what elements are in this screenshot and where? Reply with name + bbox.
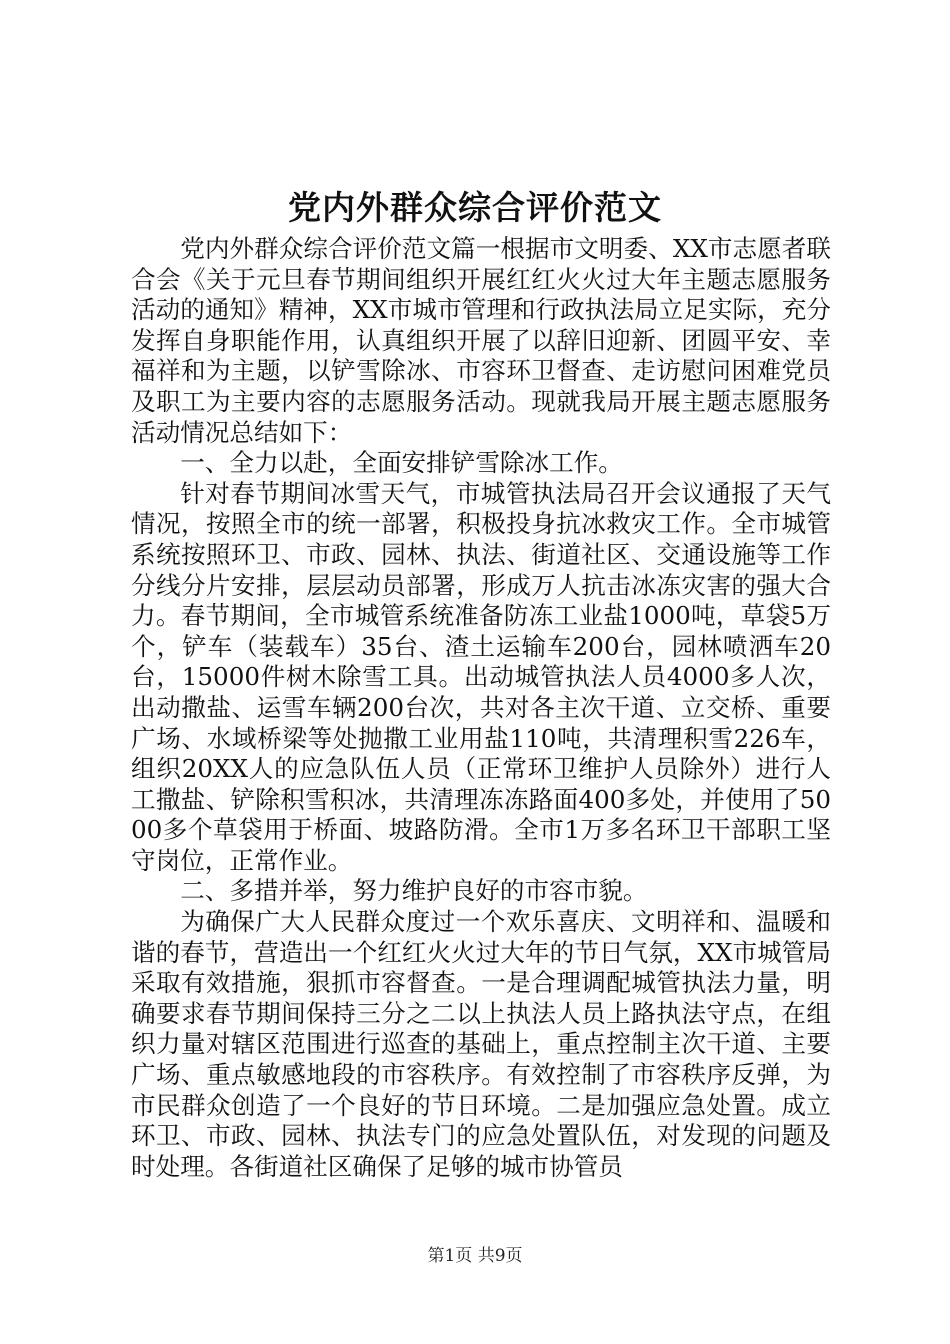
paragraph-city-appearance: 为确保广大人民群众度过一个欢乐喜庆、文明祥和、温暖和谐的春节，营造出一个红红火火过大年的节日气氛，XX市城管局采取有效措施，狠抓市容督查。一是合理调配城管执法力量，明确要求春节期间保持三分之二以上执法人员上路执法守点，在组织力量对辖区范围进行巡查的基础上，重点控制主次干道、主要广场、重点敏感地段的市容秩序。有效控制了市容秩序反弹，为市民群众创造了一个良好的节日环境。二是加强应急处置。成立环卫、市政、园林、执法专门的应急处置队伍，对发现的问题及时处理。各街道社区确保了足够的城市协管员 [131, 907, 831, 1181]
document-body [131, 234, 831, 1182]
section-heading-1: 一、全力以赴，全面安排铲雪除冰工作。 [180, 448, 623, 478]
section-heading-2: 二、多措并举，努力维护良好的市容市貌。 [180, 876, 648, 906]
page-footer: 第1页 共9页 [427, 1246, 523, 1266]
paragraph-intro: 党内外群众综合评价范文篇一根据市文明委、XX市志愿者联合会《关于元旦春节期间组织开展红红火火过大年主题志愿服务活动的通知》精神，XX市城市管理和行政执法局立足实际，充分发挥自身职能作用，认真组织开展了以辞旧迎新、团圆平安、幸福祥和为主题，以铲雪除冰、市容环卫督查、走访慰问困难党员及职工为主要内容的志愿服务活动。现就我局开展主题志愿服务活动情况总结如下： [131, 234, 831, 447]
paragraph-snow-removal: 针对春节期间冰雪天气，市城管执法局召开会议通报了天气情况，按照全市的统一部署，积极投身抗冰救灾工作。全市城管系统按照环卫、市政、园林、执法、街道社区、交通设施等工作分线分片安排，层层动员部署，形成万人抗击冰冻灾害的强大合力。春节期间，全市城管系统准备防冻工业盐1000吨，草袋5万个，铲车（装载车）35台、渣土运输车200台，园林喷洒车20台，15000件树木除雪工具。出动城管执法人员4000多人次，出动撒盐、运雪车辆200台次，共对各主次干道、立交桥、重要广场、水域桥梁等处抛撒工业用盐110吨，共清理积雪226车，组织20XX人的应急队伍人员（正常环卫维护人员除外）进行人工撒盐、铲除积雪积冰，共清理冻冻路面400多处，并使用了5000多个草袋用于桥面、坡路防滑。全市1万多名环卫干部职工坚守岗位，正常作业。 [131, 478, 831, 875]
document-title: 党内外群众综合评价范文 [288, 188, 662, 227]
